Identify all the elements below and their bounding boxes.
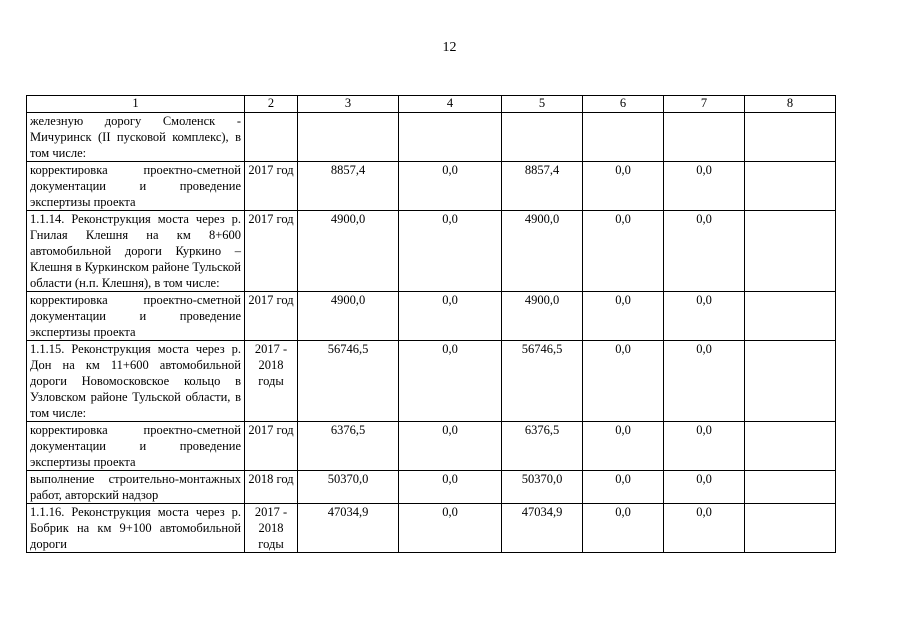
row-value-col4 (399, 113, 502, 162)
row-description: корректировка проектно-сметной документации и проведение экспертизы проекта (27, 162, 245, 211)
row-value-col4: 0,0 (399, 162, 502, 211)
row-value-col4: 0,0 (399, 471, 502, 504)
table-row (27, 471, 836, 504)
column-header-2: 2 (245, 96, 298, 113)
row-value-col6: 0,0 (583, 341, 664, 422)
row-period: 2017 - 2018 годы (245, 341, 298, 422)
row-value-col4: 0,0 (399, 504, 502, 553)
row-description: железную дорогу Смоленск - Мичуринск (II пусковой комплекс), в том числе: (27, 113, 245, 162)
row-value-col7: 0,0 (664, 471, 745, 504)
row-value-col6: 0,0 (583, 422, 664, 471)
column-header-5: 5 (502, 96, 583, 113)
row-value-col8 (745, 211, 836, 292)
table-row (27, 292, 836, 341)
row-value-col7: 0,0 (664, 422, 745, 471)
row-value-col4: 0,0 (399, 211, 502, 292)
row-value-col7: 0,0 (664, 292, 745, 341)
column-header-3: 3 (298, 96, 399, 113)
row-value-col8 (745, 422, 836, 471)
row-value-col5: 50370,0 (502, 471, 583, 504)
row-value-col6: 0,0 (583, 292, 664, 341)
row-value-col7: 0,0 (664, 211, 745, 292)
row-value-col5: 6376,5 (502, 422, 583, 471)
row-value-col8 (745, 162, 836, 211)
row-value-col7: 0,0 (664, 341, 745, 422)
row-value-col5: 56746,5 (502, 341, 583, 422)
row-description: выполнение строительно-монтажных работ, авторский надзор (27, 471, 245, 504)
row-value-col6: 0,0 (583, 211, 664, 292)
row-period: 2017 год (245, 292, 298, 341)
row-value-col5: 4900,0 (502, 211, 583, 292)
row-value-col3 (298, 113, 399, 162)
row-value-col4: 0,0 (399, 292, 502, 341)
row-description: 1.1.15. Реконструкция моста через р. Дон на км 11+600 автомобильной дороги Новомосковское кольцо в Узловском районе Тульской области, в том числе: (27, 341, 245, 422)
row-value-col3: 50370,0 (298, 471, 399, 504)
row-value-col7: 0,0 (664, 504, 745, 553)
row-value-col4: 0,0 (399, 341, 502, 422)
row-value-col5 (502, 113, 583, 162)
table-row (27, 422, 836, 471)
row-value-col3: 6376,5 (298, 422, 399, 471)
row-period: 2018 год (245, 471, 298, 504)
row-description: 1.1.14. Реконструкция моста через р. Гнилая Клешня на км 8+600 автомобильной дороги Куркино – Клешня в Куркинском районе Тульской области (н.п. Клешня), в том числе: (27, 211, 245, 292)
row-value-col4: 0,0 (399, 422, 502, 471)
table-row (27, 113, 836, 162)
row-description: корректировка проектно-сметной документации и проведение экспертизы проекта (27, 422, 245, 471)
table-row (27, 504, 836, 553)
row-value-col5: 47034,9 (502, 504, 583, 553)
row-value-col8 (745, 471, 836, 504)
row-value-col7: 0,0 (664, 162, 745, 211)
row-period (245, 113, 298, 162)
row-value-col6: 0,0 (583, 162, 664, 211)
row-value-col8 (745, 341, 836, 422)
row-value-col6: 0,0 (583, 471, 664, 504)
row-value-col8 (745, 113, 836, 162)
row-value-col7 (664, 113, 745, 162)
row-value-col6: 0,0 (583, 504, 664, 553)
table-row (27, 341, 836, 422)
row-value-col3: 4900,0 (298, 292, 399, 341)
column-header-8: 8 (745, 96, 836, 113)
row-value-col8 (745, 504, 836, 553)
row-period: 2017 год (245, 211, 298, 292)
table-row (27, 162, 836, 211)
row-value-col6 (583, 113, 664, 162)
column-header-1: 1 (27, 96, 245, 113)
table-row (27, 211, 836, 292)
page-number: 12 (442, 40, 457, 55)
row-value-col8 (745, 292, 836, 341)
row-value-col3: 4900,0 (298, 211, 399, 292)
row-period: 2017 - 2018 годы (245, 504, 298, 553)
row-period: 2017 год (245, 162, 298, 211)
row-period: 2017 год (245, 422, 298, 471)
column-header-6: 6 (583, 96, 664, 113)
column-header-4: 4 (399, 96, 502, 113)
budget-table (26, 95, 836, 553)
row-value-col5: 4900,0 (502, 292, 583, 341)
row-value-col5: 8857,4 (502, 162, 583, 211)
row-value-col3: 8857,4 (298, 162, 399, 211)
row-value-col3: 47034,9 (298, 504, 399, 553)
row-value-col3: 56746,5 (298, 341, 399, 422)
column-header-7: 7 (664, 96, 745, 113)
row-description: 1.1.16. Реконструкция моста через р. Бобрик на км 9+100 автомобильной дороги (27, 504, 245, 553)
row-description: корректировка проектно-сметной документации и проведение экспертизы проекта (27, 292, 245, 341)
table-header-row (27, 96, 836, 113)
